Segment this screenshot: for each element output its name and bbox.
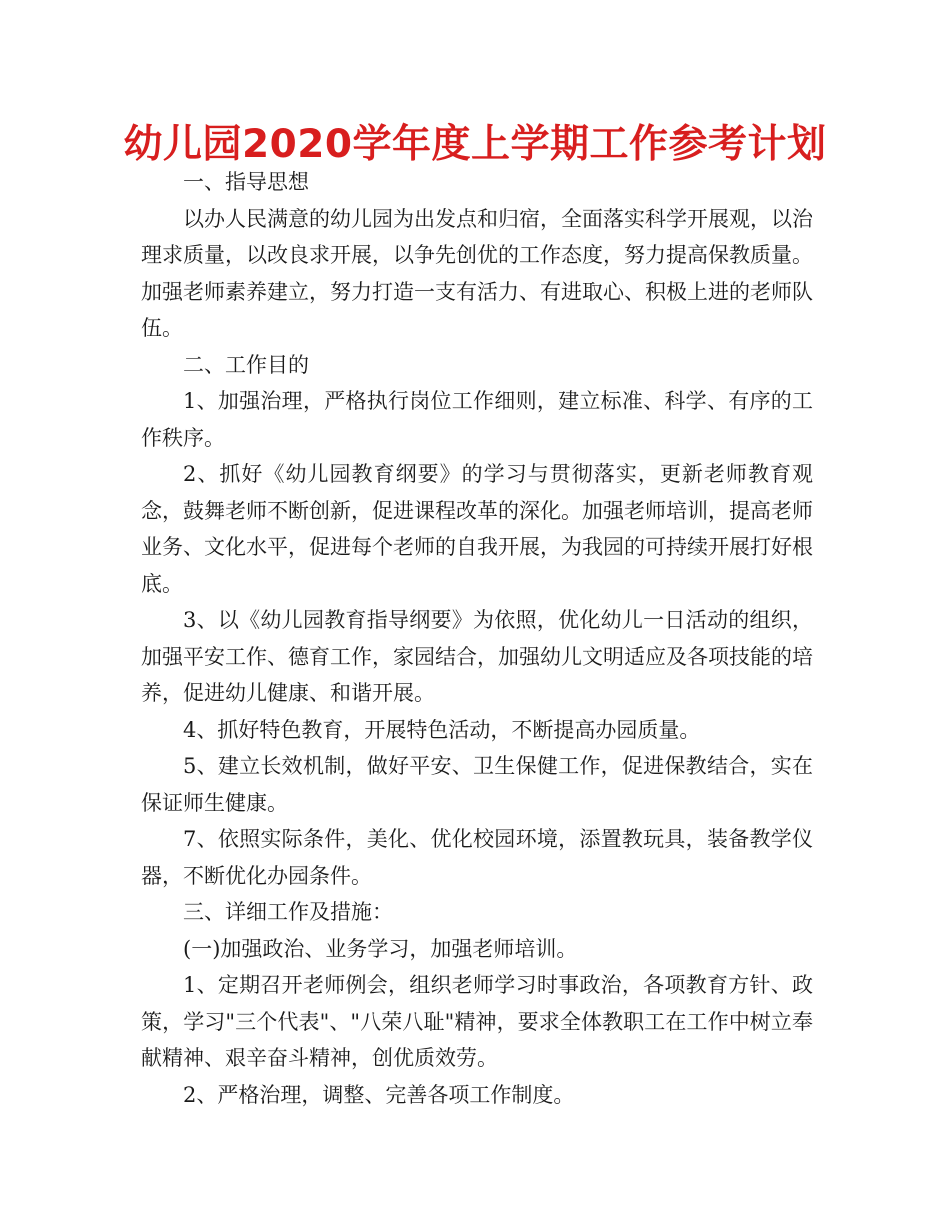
paragraph: 1、加强治理，严格执行岗位工作细则，建立标准、科学、有序的工作秩序。 — [141, 389, 813, 450]
paragraph: 1、定期召开老师例会，组织老师学习时事政治，各项教育方针、政策，学习"三个代表"、"八荣八耻"精神，要求全体教职工在工作中树立奉献精神、艰辛奋斗精神，创优质效劳。 — [141, 973, 813, 1070]
paragraph: 以办人民满意的幼儿园为出发点和归宿，全面落实科学开展观，以治理求质量，以改良求开展，以争先创优的工作态度，努力提高保教质量。加强老师素养建立，努力打造一支有活力、有进取心、积极上进的老师队伍。 — [141, 206, 813, 340]
paragraph: 4、抓好特色教育，开展特色活动，不断提高办园质量。 — [183, 717, 701, 742]
paragraph: 2、严格治理，调整、完善各项工作制度。 — [183, 1082, 575, 1107]
section-heading-work-goals: 二、工作目的 — [183, 352, 309, 377]
section-heading-guiding-ideology: 一、指导思想 — [183, 170, 309, 194]
document-title: 幼儿园2020学年度上学期工作参考计划 — [123, 122, 827, 167]
paragraph: 3、以《幼儿园教育指导纲要》为依照，优化幼儿一日活动的组织，加强平安工作、德育工作，家园结合，加强幼儿文明适应及各项技能的培养，促进幼儿健康、和谐开展。 — [141, 608, 813, 705]
document-body — [141, 164, 813, 1113]
section-heading-measures: 三、详细工作及措施： — [183, 900, 393, 924]
paragraph: 2、抓好《幼儿园教育纲要》的学习与贯彻落实，更新老师教育观念，鼓舞老师不断创新，促进课程改革的深化。加强老师培训，提高老师业务、文化水平，促进每个老师的自我开展，为我园的可持续开展打好根底。 — [141, 462, 813, 596]
paragraph: 7、依照实际条件，美化、优化校园环境，添置教玩具，装备教学仪器，不断优化办园条件。 — [141, 827, 813, 888]
subsection-heading: (一)加强政治、业务学习，加强老师培训。 — [183, 936, 578, 961]
paragraph: 5、建立长效机制，做好平安、卫生保健工作，促进保教结合，实在保证师生健康。 — [141, 754, 813, 815]
